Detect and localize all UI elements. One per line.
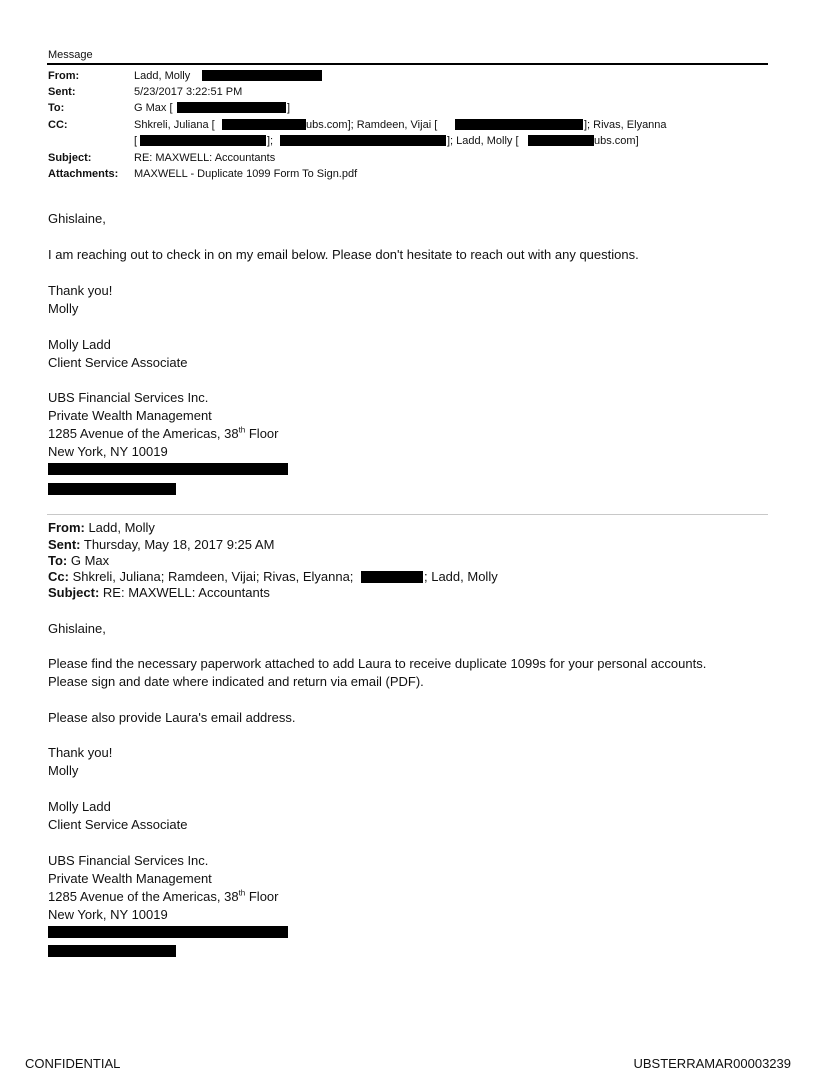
redaction-box [361, 571, 423, 583]
cc-line2-d: ubs.com] [594, 135, 639, 147]
redaction-box [48, 483, 176, 495]
section-label: Message [48, 49, 93, 61]
cc-line1-c: ]; Rivas, Elyanna [584, 119, 667, 131]
signoff: Molly [48, 763, 79, 778]
signature-title: Client Service Associate [48, 817, 188, 832]
redaction-box [140, 135, 266, 146]
from-line: From: Ladd, Molly [48, 520, 155, 535]
greeting: Ghislaine, [48, 211, 106, 226]
to-value-open: G Max [ [134, 102, 173, 114]
redaction-box [202, 70, 322, 81]
redaction-box [455, 119, 583, 130]
body-line-2: Please sign and date where indicated and return via email (PDF). [48, 674, 424, 689]
redaction-box [48, 463, 288, 475]
signature-title: Client Service Associate [48, 355, 188, 370]
cc-line1-b: ubs.com]; Ramdeen, Vijai [ [306, 119, 438, 131]
attachment-link[interactable]: MAXWELL - Duplicate 1099 Form To Sign.pdf [134, 168, 358, 180]
subject-label: Subject: [48, 152, 92, 164]
cc-line2-c: ]; Ladd, Molly [ [447, 135, 519, 147]
thanks-line: Thank you! [48, 745, 113, 760]
sent-value: 5/23/2017 3:22:51 PM [134, 86, 243, 98]
redaction-box [222, 119, 306, 130]
subject-line: Subject: RE: MAXWELL: Accountants [48, 585, 270, 600]
attachments-label: Attachments: [48, 168, 119, 180]
company-name: UBS Financial Services Inc. [48, 853, 209, 868]
redaction-box [48, 926, 288, 938]
street-address: 1285 Avenue of the Americas, 38th Floor [48, 888, 279, 904]
body-text: I am reaching out to check in on my email below. Please don't hesitate to reach out with any questions. [48, 247, 639, 262]
cc-line1-a: Shkreli, Juliana [ [134, 119, 215, 131]
cc-line2-b: ]; [267, 135, 274, 147]
redaction-box [280, 135, 446, 146]
confidential-label: CONFIDENTIAL [25, 1056, 121, 1071]
signoff: Molly [48, 301, 79, 316]
to-line: To: G Max [48, 553, 110, 568]
city-line: New York, NY 10019 [48, 907, 168, 922]
body-line-1: Please find the necessary paperwork attached to add Laura to receive duplicate 1099s for your personal accounts. [48, 656, 707, 671]
signature-name: Molly Ladd [48, 337, 111, 352]
cc-line-tail: ; Ladd, Molly [424, 569, 498, 584]
to-value-close: ] [287, 102, 291, 114]
to-label: To: [48, 102, 65, 114]
redaction-box [48, 945, 176, 957]
company-name: UBS Financial Services Inc. [48, 390, 209, 405]
sent-line: Sent: Thursday, May 18, 2017 9:25 AM [48, 537, 275, 552]
cc-line: Cc: Shkreli, Juliana; Ramdeen, Vijai; Rivas, Elyanna; [48, 569, 354, 584]
from-label: From: [48, 70, 80, 82]
signature-name: Molly Ladd [48, 799, 111, 814]
division-name: Private Wealth Management [48, 871, 212, 886]
body-line-3: Please also provide Laura's email address. [48, 710, 296, 725]
street-address: 1285 Avenue of the Americas, 38th Floor [48, 425, 279, 441]
city-line: New York, NY 10019 [48, 444, 168, 459]
subject-value: RE: MAXWELL: Accountants [134, 152, 276, 164]
thanks-line: Thank you! [48, 283, 113, 298]
cc-label: CC: [48, 119, 68, 131]
cc-line2-a: [ [134, 135, 138, 147]
bates-number: UBSTERRAMAR00003239 [633, 1056, 791, 1071]
header-rule [47, 63, 768, 65]
redaction-box [528, 135, 594, 146]
sent-label: Sent: [48, 86, 76, 98]
greeting: Ghislaine, [48, 621, 106, 636]
redaction-box [177, 102, 286, 113]
from-value: Ladd, Molly [134, 70, 191, 82]
division-name: Private Wealth Management [48, 408, 212, 423]
message-divider [47, 514, 768, 515]
